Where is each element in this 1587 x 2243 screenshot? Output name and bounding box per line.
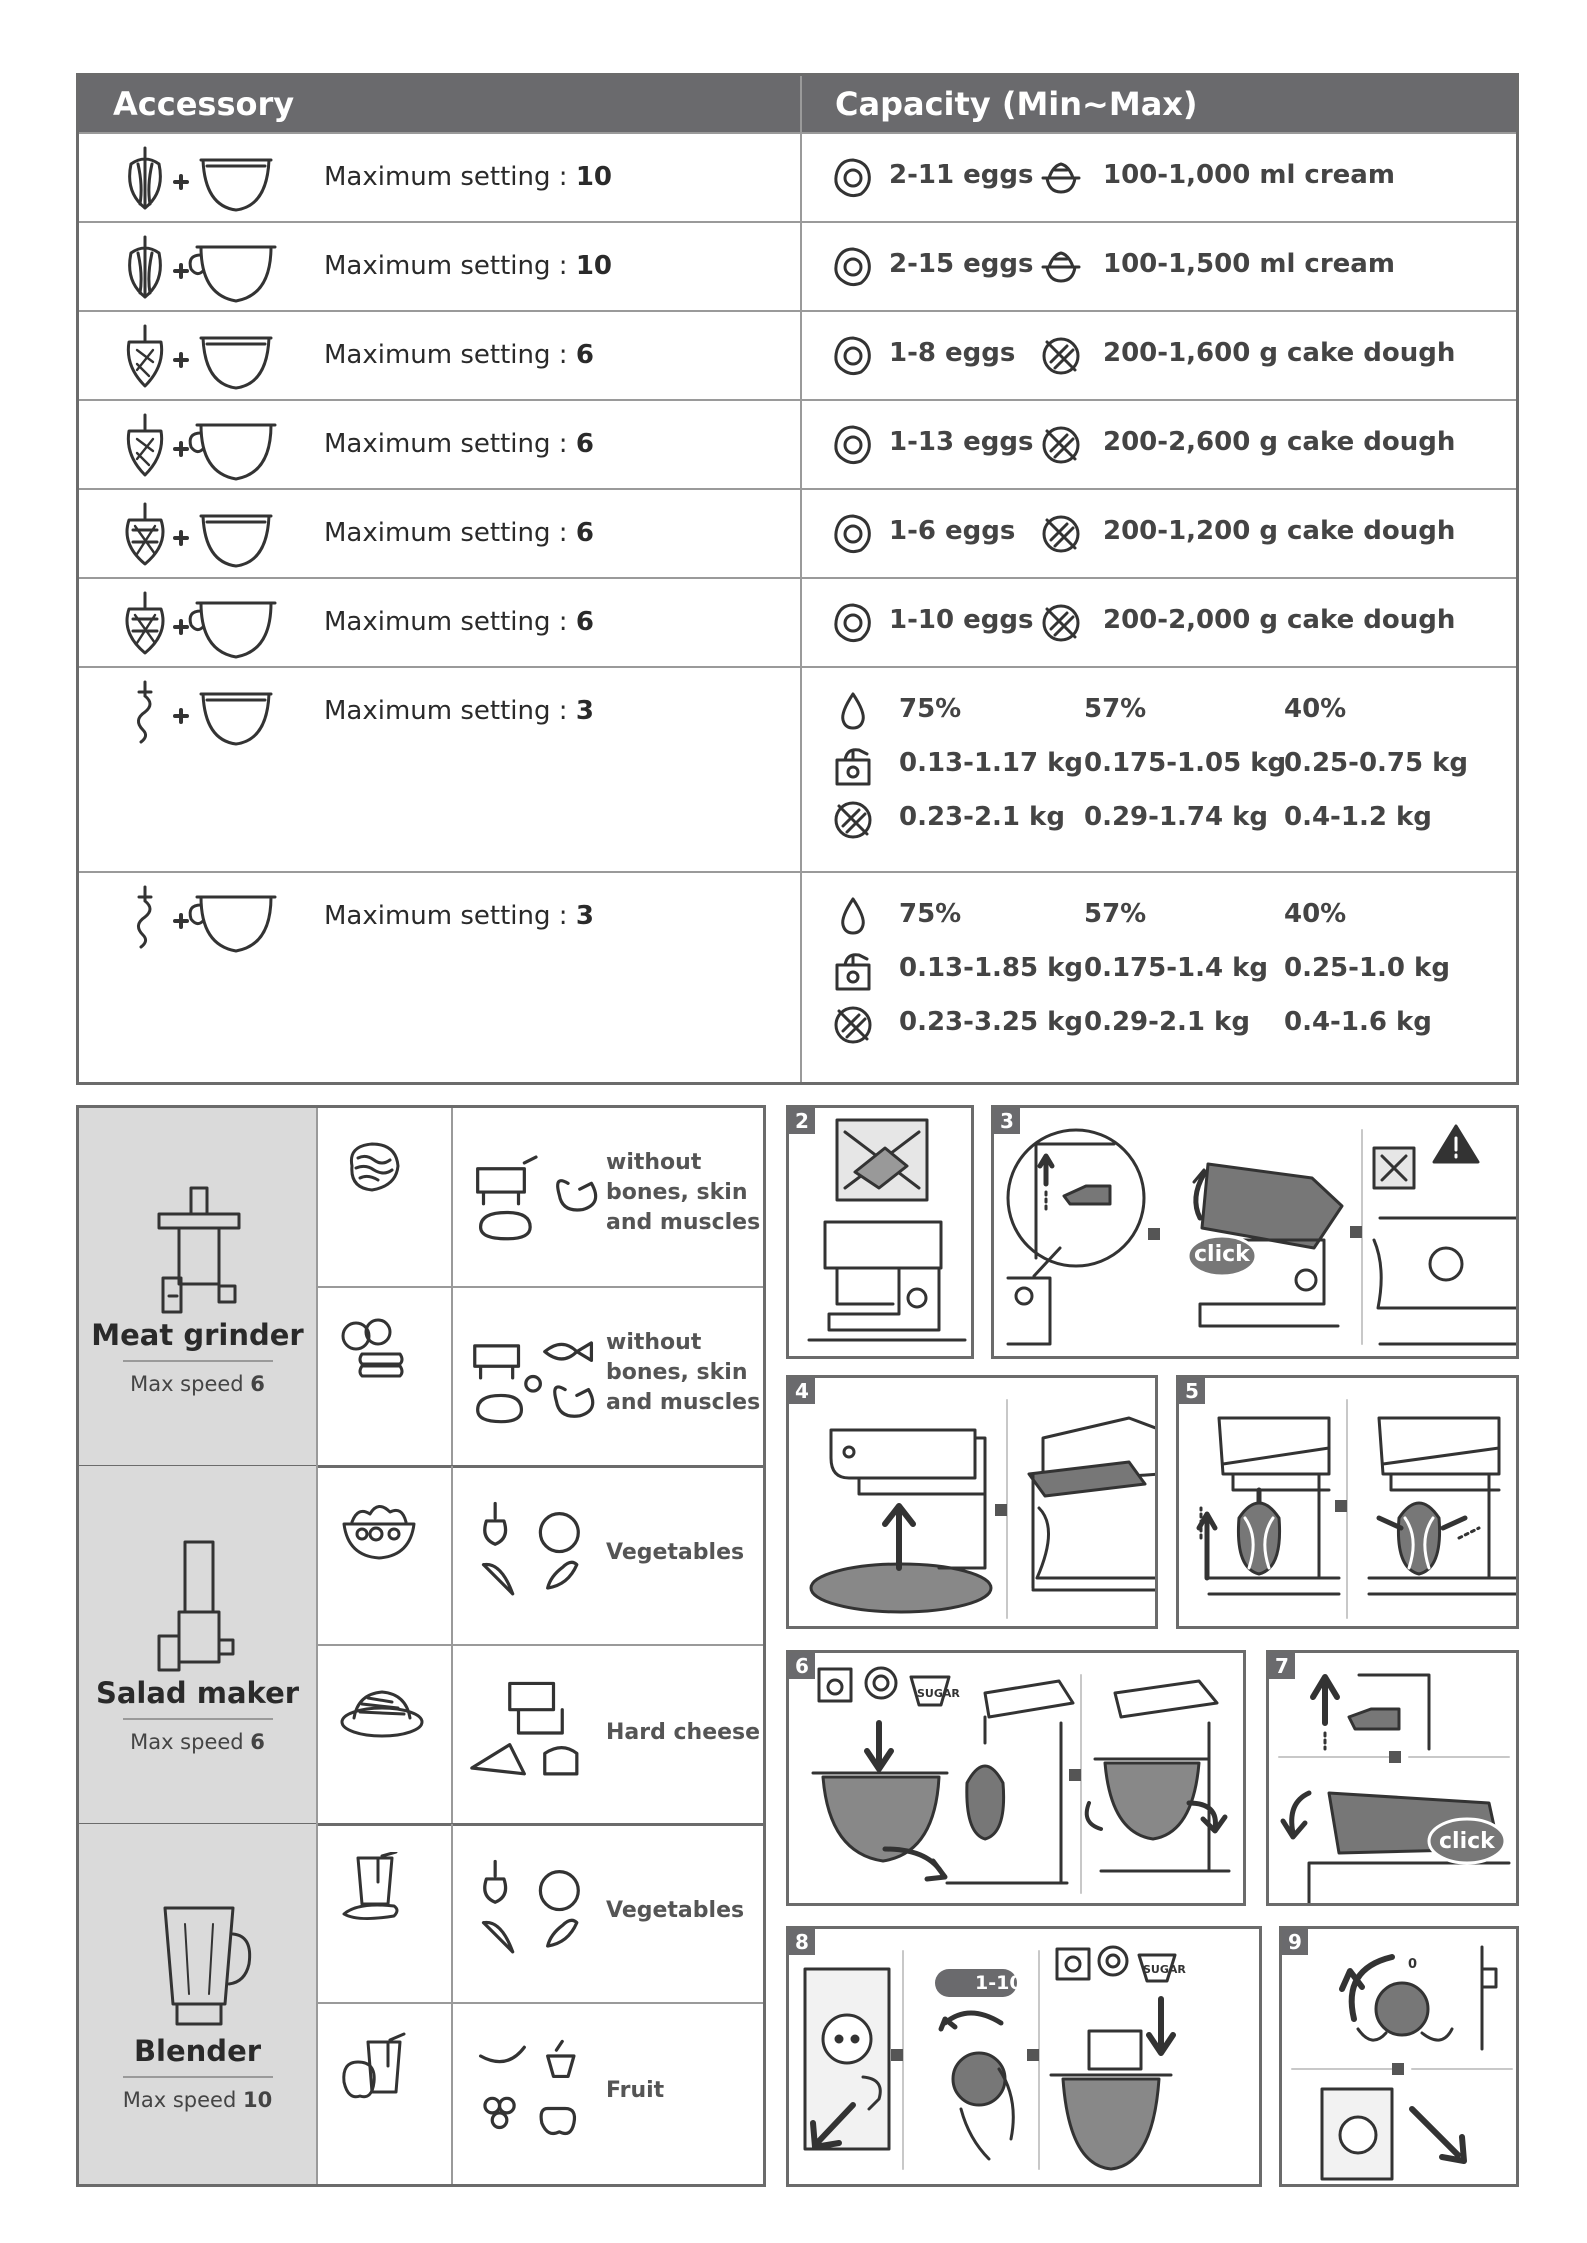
dial-zero-label: 0: [1408, 1957, 1418, 1972]
flour-bag-icon: [831, 744, 875, 788]
blender-illustration: [129, 1884, 269, 2044]
step-3-panel: [991, 1105, 1519, 1359]
secondary-capacity: 200-2,000 g cake dough: [1103, 605, 1456, 635]
step-7-panel: [1266, 1650, 1519, 1906]
step-4-panel: [786, 1375, 1158, 1629]
dough-value: 0.23-3.25 kg: [899, 1007, 1084, 1037]
food-text-line: Vegetables: [606, 1898, 745, 1923]
water-drop-icon: [831, 895, 875, 939]
egg-capacity: 1-6 eggs: [889, 516, 1016, 546]
capacity-header: Capacity (Min~Max): [835, 85, 1198, 123]
attachment-food-row: [316, 1644, 763, 1824]
food-text-line: Fruit: [606, 2078, 665, 2103]
cream-bowl-icon: [1039, 245, 1083, 289]
food-description: [606, 1148, 760, 1238]
dough-hook-and-bowl-icon: [105, 881, 295, 955]
beater-and-bowl-icon: [105, 320, 295, 394]
salad-bowl-icon: [338, 1494, 430, 1570]
egg-capacity: 2-15 eggs: [889, 249, 1034, 279]
attachment-max-speed: Max speed 6: [130, 1730, 265, 1754]
step-2-panel: [786, 1105, 974, 1359]
divider: [123, 1360, 273, 1362]
egg-icon: [831, 423, 875, 467]
capacity-row: [79, 488, 1516, 577]
dough-value: 0.4-1.6 kg: [1284, 1007, 1432, 1037]
capacity-table-header: [79, 76, 1516, 132]
max-setting: Maximum setting : 6: [324, 429, 594, 459]
cream-bowl-icon: [1039, 156, 1083, 200]
attach-splash-guard-illustration: [789, 1378, 1158, 1629]
step-6-panel: [786, 1650, 1246, 1906]
turn-dial-unplug-illustration: [1282, 1929, 1519, 2187]
flex-beater-and-bowl-icon: [105, 498, 295, 572]
meat-grinder-illustration: [129, 1168, 269, 1328]
capacity-row: [79, 577, 1516, 666]
egg-capacity: 2-11 eggs: [889, 160, 1034, 190]
flex-beater-and-bowl-icon: [105, 587, 295, 661]
capacity-table: [76, 73, 1519, 1085]
max-setting: Maximum setting : 6: [324, 340, 594, 370]
capacity-row: [79, 399, 1516, 488]
egg-capacity: 1-10 eggs: [889, 605, 1034, 635]
step-number: 4: [789, 1378, 815, 1404]
cow-fish-pig-chicken-icon: [466, 1310, 606, 1440]
lower-tilt-head-illustration: [1269, 1653, 1519, 1906]
dough-icon: [1039, 334, 1083, 378]
dough-value: 0.23-2.1 kg: [899, 802, 1065, 832]
food-text-line: Hard cheese: [606, 1720, 761, 1745]
dough-icon: [1039, 512, 1083, 556]
flour-value: 0.175-1.05 kg: [1084, 748, 1287, 778]
food-cell: [316, 1466, 453, 1644]
flour-value: 0.13-1.85 kg: [899, 953, 1084, 983]
attachment-food-row: [316, 1286, 763, 1466]
column-divider: [316, 1108, 318, 2184]
step-number: 3: [994, 1108, 1020, 1134]
dough-icon: [1039, 423, 1083, 467]
accessory-header: Accessory: [113, 85, 295, 123]
food-text-line: without: [606, 1150, 702, 1175]
attachment-name: Blender: [133, 2034, 262, 2068]
food-text-line: and muscles: [606, 1210, 761, 1235]
attachment-food-row: [316, 1824, 763, 2002]
vegetables-icon: [466, 1846, 606, 1976]
attachment-name: Salad maker: [95, 1676, 300, 1710]
dough-value: 0.29-1.74 kg: [1084, 802, 1269, 832]
attachment-food-row: [316, 1466, 763, 1644]
dough-capacity-row: [79, 666, 1516, 871]
max-setting: Maximum setting : 3: [324, 696, 594, 726]
flour-value: 0.175-1.4 kg: [1084, 953, 1269, 983]
dough-capacity-row: [79, 871, 1516, 1084]
step-number: 2: [789, 1108, 815, 1134]
dough-icon: [1039, 601, 1083, 645]
egg-icon: [831, 512, 875, 556]
food-text-line: bones, skin: [606, 1360, 748, 1385]
whisk-and-bowl-icon: [105, 142, 295, 216]
food-description: [606, 1538, 744, 1568]
whisk-and-bowl-icon: [105, 231, 295, 305]
flour-value: 0.25-1.0 kg: [1284, 953, 1450, 983]
water-drop-icon: [831, 690, 875, 734]
sugar-label: SUGAR: [1143, 1963, 1186, 1976]
step-8-panel: [786, 1926, 1262, 2187]
grated-cheese-icon: [338, 1674, 430, 1750]
mixer-no-bowl-illustration: [789, 1108, 974, 1359]
attachment-food-row: [316, 2002, 763, 2184]
egg-icon: [831, 245, 875, 289]
juice-apple-icon: [338, 2032, 430, 2108]
flour-value: 0.25-0.75 kg: [1284, 748, 1469, 778]
attachment-group-2: [79, 1824, 316, 2184]
cow-pig-chicken-icon: [466, 1130, 606, 1260]
food-text-line: and muscles: [606, 1390, 761, 1415]
step-number: 6: [789, 1653, 815, 1679]
capacity-row: [79, 310, 1516, 399]
secondary-capacity: 200-2,600 g cake dough: [1103, 427, 1456, 457]
secondary-capacity: 100-1,000 ml cream: [1103, 160, 1395, 190]
attachment-group-1: [79, 1466, 316, 1824]
egg-capacity: 1-8 eggs: [889, 338, 1016, 368]
egg-icon: [831, 334, 875, 378]
step-number: 8: [789, 1929, 815, 1955]
egg-icon: [831, 156, 875, 200]
sugar-label: SUGAR: [917, 1687, 960, 1700]
dough-hook-and-bowl-icon: [105, 676, 295, 750]
max-setting: Maximum setting : 3: [324, 901, 594, 931]
fruit-icon: [466, 2026, 606, 2156]
max-setting: Maximum setting : 6: [324, 518, 594, 548]
food-cell: [316, 1824, 453, 2002]
secondary-capacity: 100-1,500 ml cream: [1103, 249, 1395, 279]
step-number: 5: [1179, 1378, 1205, 1404]
step-number: 9: [1282, 1929, 1308, 1955]
dough-icon: [831, 798, 875, 842]
add-ingredients-attach-bowl-illustration: [789, 1653, 1246, 1906]
attachment-name: Meat grinder: [91, 1318, 304, 1352]
cheese-icon: [466, 1668, 606, 1798]
food-description: [606, 1896, 744, 1926]
egg-icon: [831, 601, 875, 645]
vegetables-icon: [466, 1488, 606, 1618]
attachment-max-speed: Max speed 6: [130, 1372, 265, 1396]
max-setting: Maximum setting : 10: [324, 162, 612, 192]
step-5-panel: [1176, 1375, 1519, 1629]
food-description: [606, 1328, 760, 1418]
food-text-line: Vegetables: [606, 1540, 745, 1565]
capacity-row: [79, 221, 1516, 310]
capacity-row: [79, 132, 1516, 221]
max-setting: Maximum setting : 10: [324, 251, 612, 281]
step-9-panel: [1279, 1926, 1519, 2187]
food-cell: [316, 1108, 453, 1286]
egg-capacity: 1-13 eggs: [889, 427, 1034, 457]
step-number: 7: [1269, 1653, 1295, 1679]
beater-and-bowl-icon: [105, 409, 295, 483]
juice-carrot-icon: [338, 1852, 430, 1928]
secondary-capacity: 200-1,200 g cake dough: [1103, 516, 1456, 546]
hydration-value: 75%: [899, 694, 962, 724]
dough-value: 0.29-2.1 kg: [1084, 1007, 1250, 1037]
plug-in-select-speed-illustration: [789, 1929, 1262, 2187]
secondary-capacity: 200-1,600 g cake dough: [1103, 338, 1456, 368]
dough-icon: [831, 1003, 875, 1047]
attach-whisk-illustration: [1179, 1378, 1519, 1629]
minced-meat-icon: [338, 1136, 430, 1212]
food-cell: [316, 1646, 453, 1824]
hydration-value: 40%: [1284, 899, 1347, 929]
food-description: [606, 1718, 760, 1748]
food-cell: [316, 2004, 453, 2184]
tilt-head-release-illustration: [994, 1108, 1519, 1359]
divider: [123, 1718, 273, 1720]
food-cell: [316, 1288, 453, 1466]
flour-bag-icon: [831, 949, 875, 993]
attachment-max-speed: Max speed 10: [122, 2088, 273, 2112]
food-text-line: bones, skin: [606, 1180, 748, 1205]
click-label: click: [1439, 1829, 1495, 1854]
attachment-group-0: [79, 1108, 316, 1466]
divider: [123, 2076, 273, 2078]
speed-range-label: 1-10: [975, 1972, 1023, 1994]
attachment-food-row: [316, 1108, 763, 1286]
max-setting: Maximum setting : 6: [324, 607, 594, 637]
click-label: click: [1194, 1242, 1250, 1267]
meatballs-sausage-icon: [338, 1316, 430, 1392]
hydration-value: 40%: [1284, 694, 1347, 724]
flour-value: 0.13-1.17 kg: [899, 748, 1084, 778]
hydration-value: 75%: [899, 899, 962, 929]
food-text-line: without: [606, 1330, 702, 1355]
hydration-value: 57%: [1084, 694, 1147, 724]
salad-maker-illustration: [129, 1526, 269, 1686]
attachments-table: [76, 1105, 766, 2187]
dough-value: 0.4-1.2 kg: [1284, 802, 1432, 832]
food-description: [606, 2076, 664, 2106]
hydration-value: 57%: [1084, 899, 1147, 929]
